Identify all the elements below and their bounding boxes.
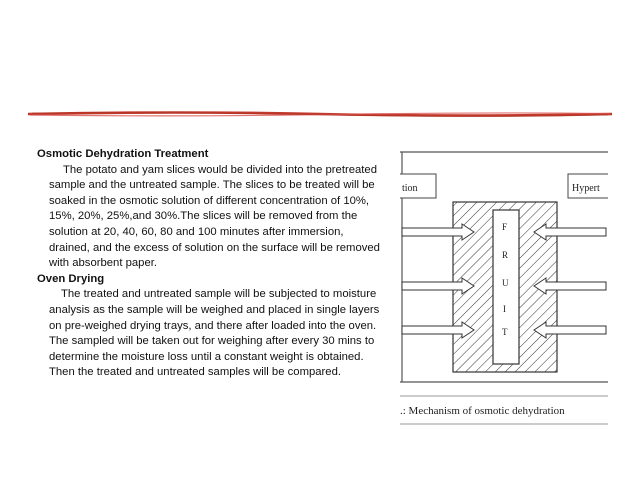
left-arrow-upper (402, 224, 474, 240)
osmotic-dehydration-figure (400, 150, 608, 430)
section-heading: Osmotic Dehydration Treatment (37, 148, 209, 160)
figure-left-label: tion (402, 183, 418, 194)
fruit-letter: R (502, 250, 509, 260)
decorative-divider (28, 110, 612, 118)
right-arrow-upper (534, 224, 606, 240)
section-paragraph: The treated and untreated sample will be subjected to moisture analysis as the sample will be weighed and placed in single layers on pre-weighed drying trays, and there after loaded into the oven. The sampled will be taken out for weighing after every 30 mins to determine the moisture loss until a constant weight is obtained. Then the treated and untreated samples will be compared. (49, 288, 380, 379)
fruit-letter: T (502, 327, 508, 337)
right-arrow-lower (534, 322, 606, 338)
left-arrow-lower (402, 322, 474, 338)
figure-caption: .: Mechanism of osmotic dehydration (400, 405, 565, 417)
fruit-letter: I (503, 304, 506, 314)
fruit-letter: U (502, 278, 509, 288)
text-content (37, 147, 387, 381)
fruit-letter: F (502, 222, 508, 232)
section-heading: Oven Drying (37, 272, 105, 285)
left-arrow-middle (402, 278, 474, 294)
right-arrow-middle (534, 278, 606, 294)
section-paragraph: The potato and yam slices would be divided into the pretreated sample and the untreated sample. The slices to be treated will be soaked in the osmotic solution of different concentration of 10%, 15%, 20%, 25%,and 30%.The slices will be removed from the solution at 20, 40, 60, 80 and 100 minutes after immersion, drained, and the excess of solution on the surface will be removed with absorbent paper. (49, 163, 380, 270)
figure-right-label: Hypert (572, 183, 600, 194)
